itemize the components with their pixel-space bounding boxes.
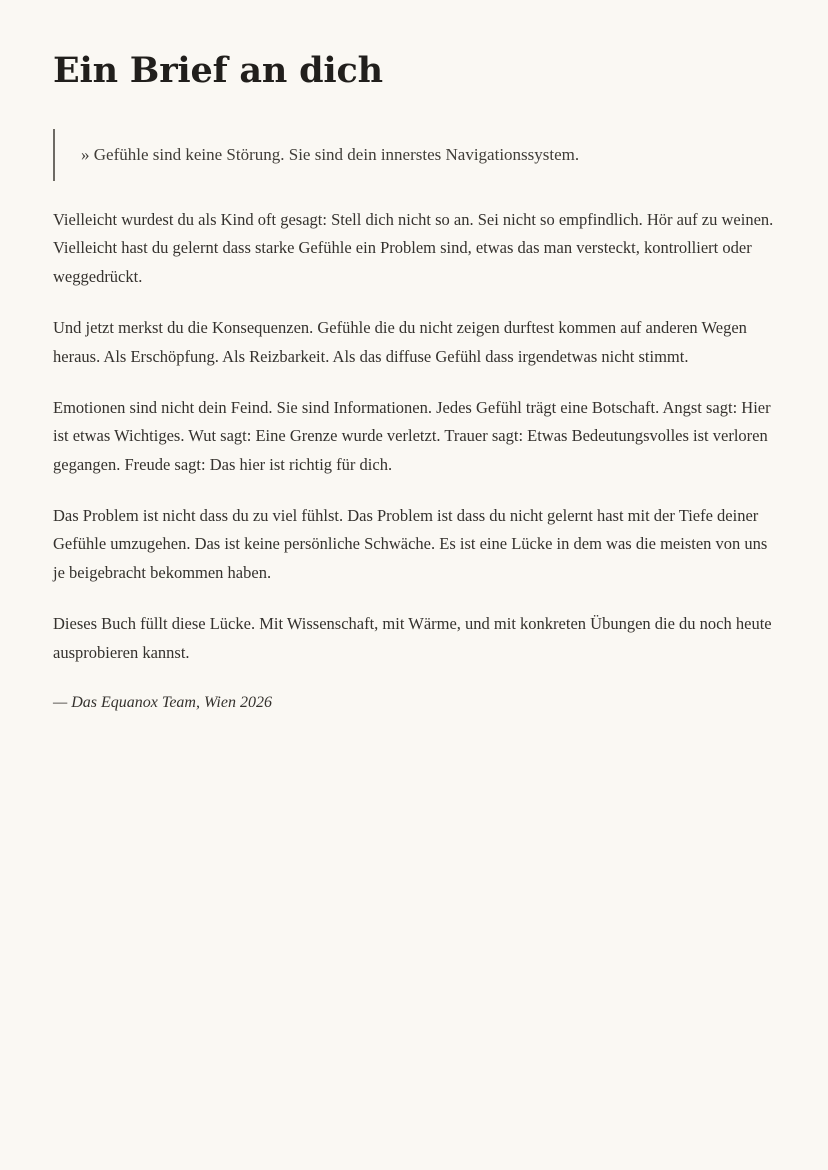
signature-line: — Das Equanox Team, Wien 2026 [53, 693, 272, 711]
body-paragraph: Dieses Buch füllt diese Lücke. Mit Wissenschaft, mit Wärme, und mit konkreten Übungen die du noch heute ausprobieren kannst. [53, 614, 772, 662]
body-paragraph: Emotionen sind nicht dein Feind. Sie sind Informationen. Jedes Gefühl trägt eine Botschaft. Angst sagt: Hier ist etwas Wichtiges. Wut sagt: Eine Grenze wurde verletzt. Trauer sagt: Etwas Bedeutungsvolles ist verloren gegangen. Freude sagt: Das hier ist richtig für dich. [53, 397, 771, 474]
body-paragraph: Und jetzt merkst du die Konsequenzen. Gefühle die du nicht zeigen durftest kommen auf anderen Wegen heraus. Als Erschöpfung. Als Reizbarkeit. Als das diffuse Gefühl dass irgendetwas nicht stimmt. [53, 318, 747, 366]
body-paragraph: Das Problem ist nicht dass du zu viel fühlst. Das Problem ist dass du nicht gelernt hast mit der Tiefe deiner Gefühle umzugehen. Das ist keine persönliche Schwäche. Es ist eine Lücke in dem was die meisten von uns je beigebracht bekommen haben. [53, 506, 768, 582]
body-copy [53, 181, 776, 715]
pull-quote [53, 129, 776, 181]
body-paragraph: Vielleicht wurdest du als Kind oft gesagt: Stell dich nicht so an. Sei nicht so empfindlich. Hör auf zu weinen. Vielleicht hast du gelernt dass starke Gefühle ein Problem sind, etwas das man versteckt, kontrolliert oder weggedrückt. [53, 210, 774, 286]
page-title: Ein Brief an dich [53, 50, 383, 91]
pull-quote-text: » Gefühle sind keine Störung. Sie sind dein innerstes Navigationssystem. [81, 145, 580, 165]
